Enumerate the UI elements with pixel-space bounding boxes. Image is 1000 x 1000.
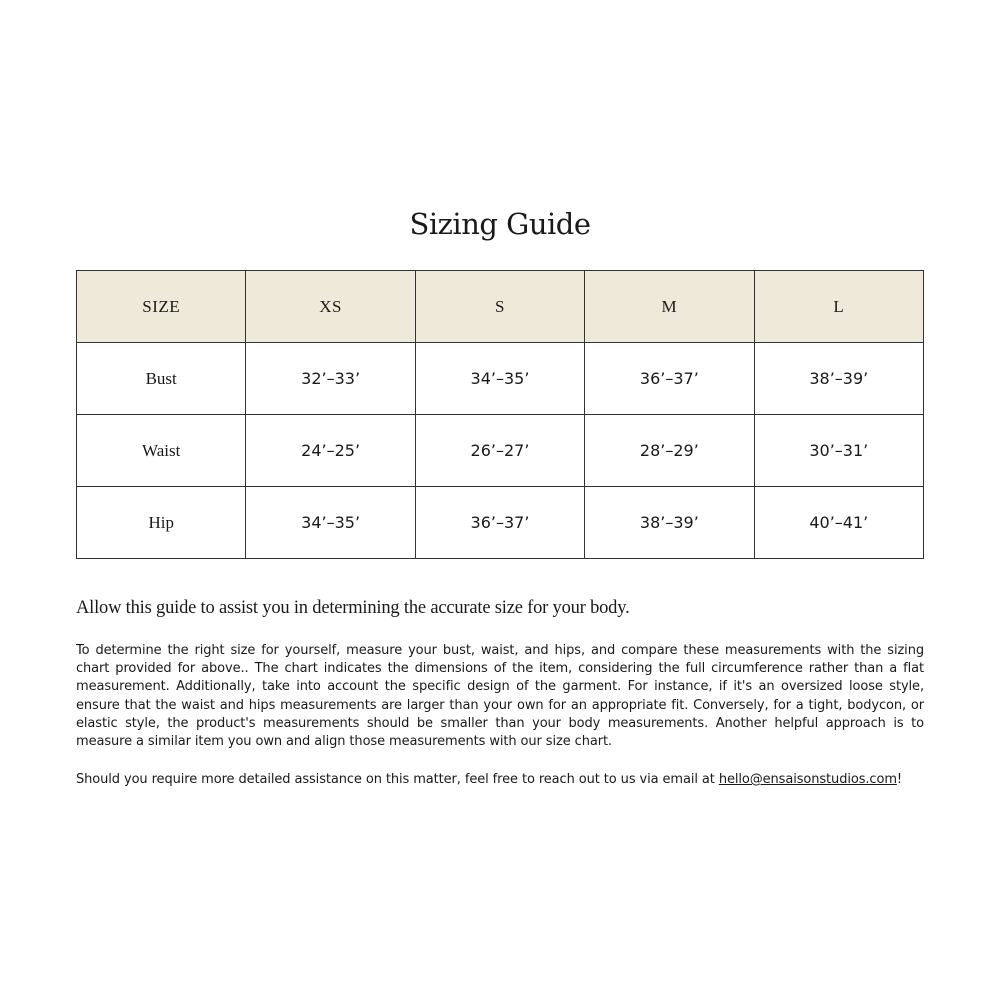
row-label-hip: Hip bbox=[77, 487, 246, 559]
table-cell: 40’–41’ bbox=[754, 487, 923, 559]
email-link[interactable]: hello@ensaisonstudios.com bbox=[718, 772, 897, 787]
sizing-table bbox=[76, 270, 924, 559]
table-row-waist bbox=[77, 415, 924, 487]
guide-subtitle: Allow this guide to assist you in determining the accurate size for your body. bbox=[76, 598, 630, 618]
table-cell: 26’–27’ bbox=[415, 415, 584, 487]
row-label-waist: Waist bbox=[77, 415, 246, 487]
table-cell: 36’–37’ bbox=[585, 343, 754, 415]
page-title: Sizing Guide bbox=[409, 207, 591, 241]
table-cell: 38’–39’ bbox=[585, 487, 754, 559]
instructions-paragraph: To determine the right size for yourself, measure your bust, waist, and hips, and compare these measurements with the sizing chart provided for above.. The chart indicates the dimensions of the item, considering the full circumference rather than a flat measurement. Additionally, take into account the specific design of the garment. For instance, if it's an oversized loose style, ensure that the waist and hips measurements are larger than your own for an appropriate fit. Conversely, for a tight, bodycon, or elastic style, the product's measurements should be smaller than your body measurements. Another helpful approach is to measure a similar item you own and align those measurements with our size chart. bbox=[76, 643, 924, 750]
table-cell: 38’–39’ bbox=[754, 343, 923, 415]
row-label-bust: Bust bbox=[77, 343, 246, 415]
header-l: L bbox=[754, 271, 923, 343]
header-s: S bbox=[415, 271, 584, 343]
header-m: M bbox=[585, 271, 754, 343]
table-cell: 24’–25’ bbox=[246, 415, 415, 487]
table-cell: 28’–29’ bbox=[585, 415, 754, 487]
header-xs: XS bbox=[246, 271, 415, 343]
table-row-hip bbox=[77, 487, 924, 559]
contact-suffix: ! bbox=[896, 772, 903, 787]
table-cell: 36’–37’ bbox=[415, 487, 584, 559]
header-size: SIZE bbox=[77, 271, 246, 343]
table-cell: 30’–31’ bbox=[754, 415, 923, 487]
contact-paragraph bbox=[76, 771, 924, 789]
table-row-bust bbox=[77, 343, 924, 415]
table-cell: 34’–35’ bbox=[415, 343, 584, 415]
table-cell: 32’–33’ bbox=[246, 343, 415, 415]
contact-text: Should you require more detailed assistance on this matter, feel free to reach out to us via email at bbox=[76, 772, 719, 787]
table-header-row bbox=[77, 271, 924, 343]
table-cell: 34’–35’ bbox=[246, 487, 415, 559]
